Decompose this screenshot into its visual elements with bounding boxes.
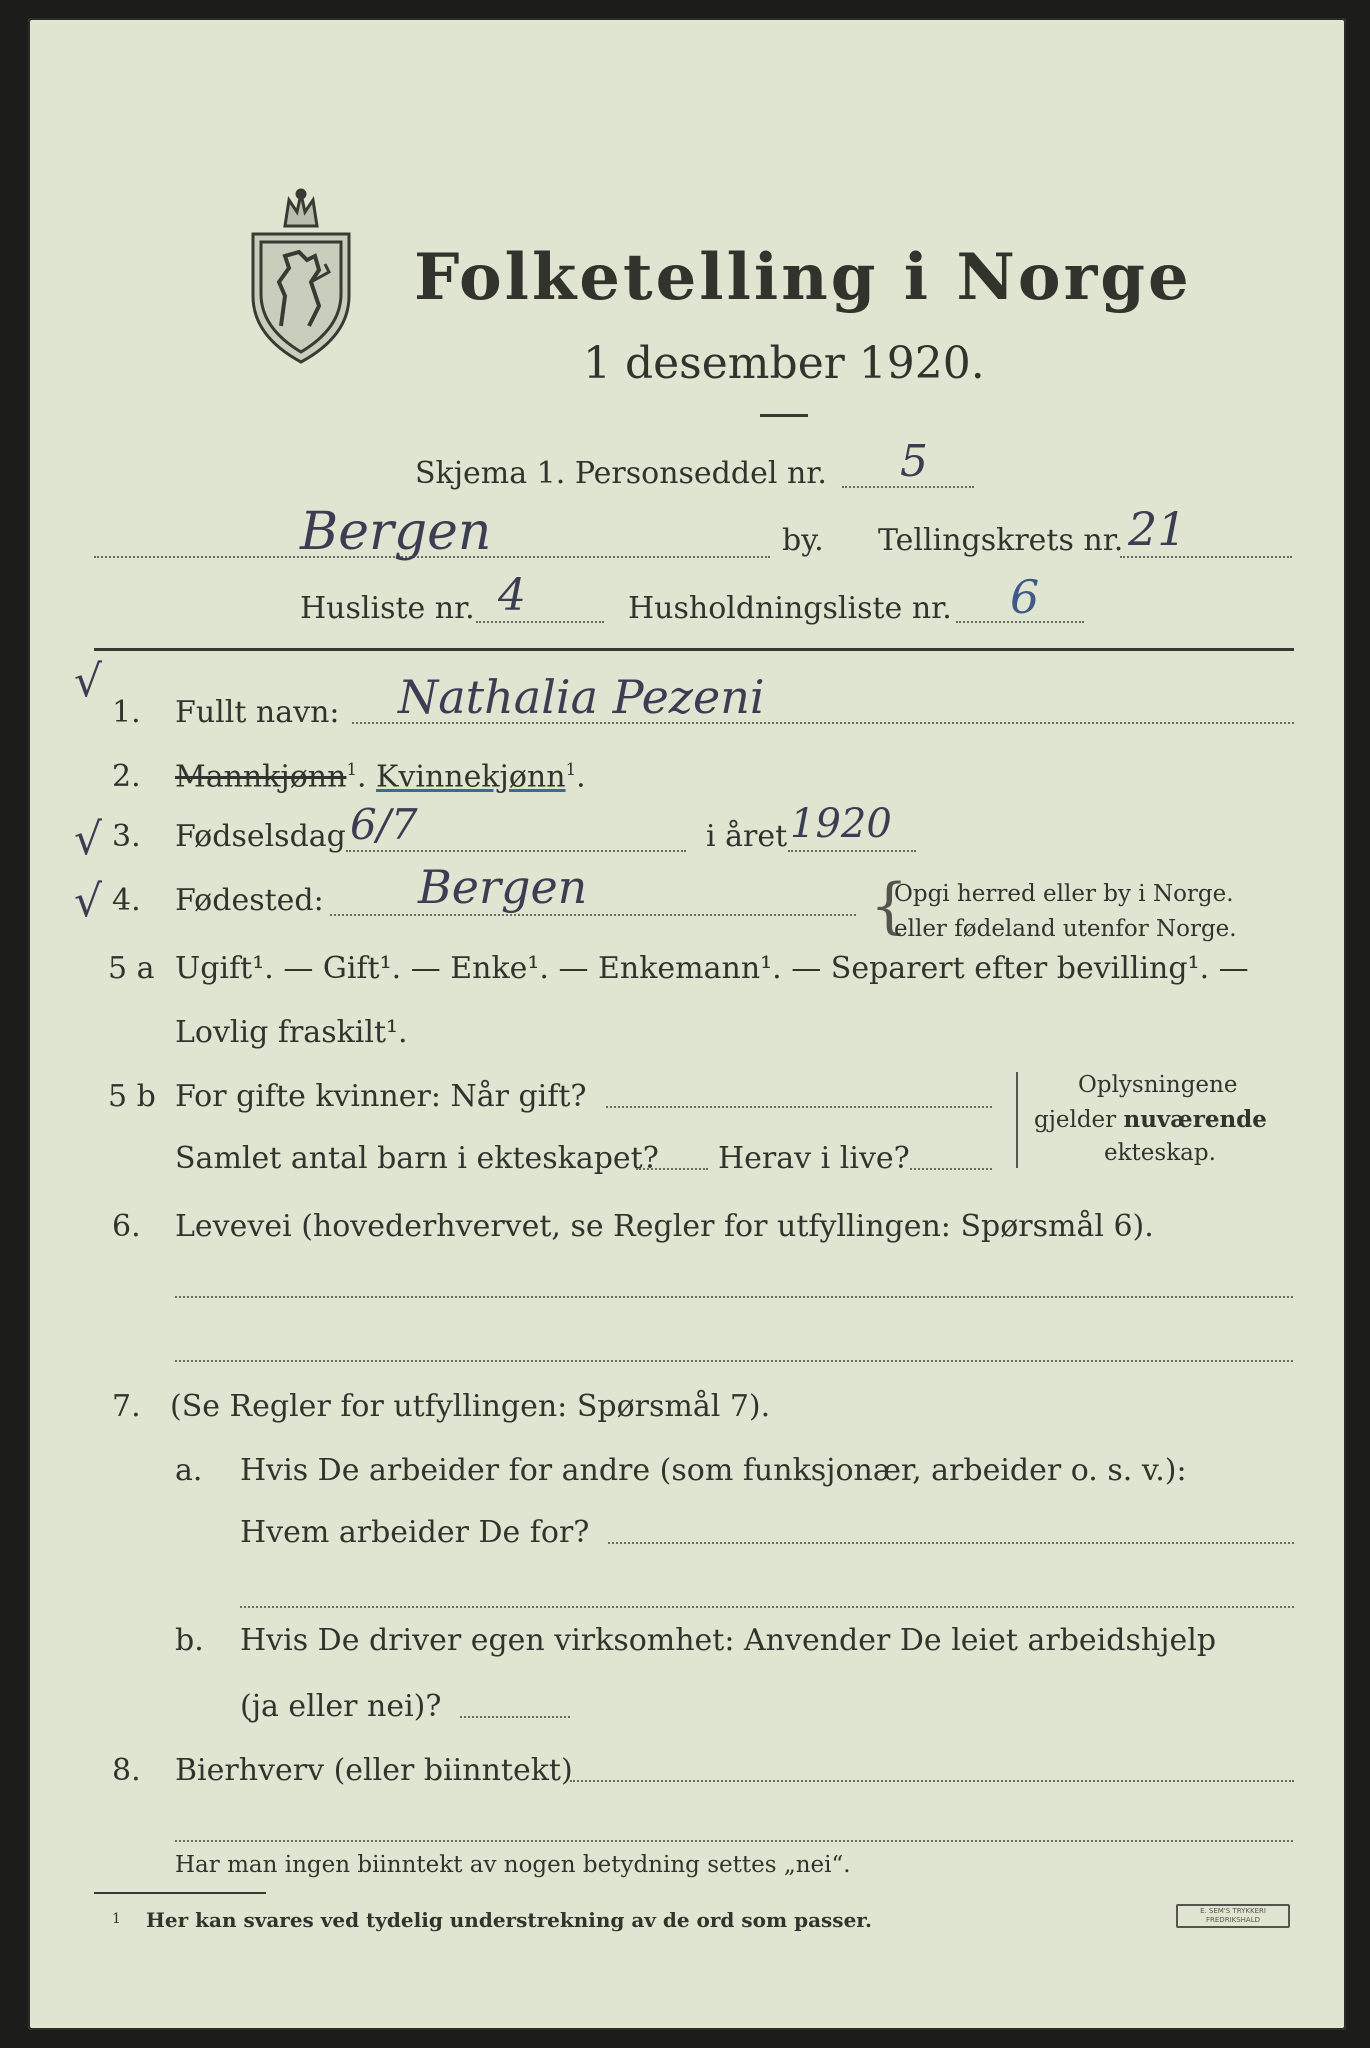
q8-note: Har man ingen biinntekt av nogen betydning settes „nei“. [175, 1852, 851, 1878]
q2-female-option: Kvinnekjønn [376, 759, 566, 795]
skjema-value: 5 [900, 436, 928, 487]
q2-male-option: Mannkjønn [175, 759, 347, 795]
q7b-answer-label: (ja eller nei)? [240, 1689, 442, 1724]
q3-dotted-line [346, 850, 686, 852]
q7a-label: Hvis De arbeider for andre (som funksjonær, arbeider o. s. v.): [240, 1453, 1187, 1488]
q3-value: 6/7 [350, 800, 418, 849]
q5b-label: For gifte kvinner: Når gift? [175, 1079, 587, 1114]
q7a-dotted-line-1 [608, 1542, 1294, 1544]
q3-number: 3. [112, 819, 141, 854]
q7-label: (Se Regler for utfyllingen: Spørsmål 7). [170, 1389, 771, 1424]
q5b-note-line2: gjelder nuværende [1034, 1106, 1267, 1133]
city-value: Bergen [300, 502, 492, 562]
footnote-marker: 1 [112, 1911, 121, 1927]
q5b-dotted-line [606, 1106, 992, 1108]
q7a-employer-label: Hvem arbeider De for? [240, 1515, 590, 1550]
q5b-alive-dotted-line [910, 1168, 992, 1170]
q7a-letter: a. [175, 1453, 203, 1488]
tellingskrets-value: 21 [1128, 502, 1187, 556]
q1-number: 1. [112, 695, 141, 730]
q3-year-value: 1920 [790, 801, 892, 847]
tellingskrets-dotted-line [1120, 556, 1292, 558]
q4-note-line2: eller fødeland utenfor Norge. [894, 916, 1237, 942]
q5b-children-label: Samlet antal barn i ekteskapet? [175, 1141, 659, 1176]
q4-value: Bergen [418, 860, 588, 914]
q6-number: 6. [112, 1209, 141, 1244]
q4-number: 4. [112, 883, 141, 918]
q7b-dotted-line [460, 1716, 570, 1718]
q8-dotted-line-1 [570, 1780, 1294, 1782]
husholdning-value: 6 [1010, 570, 1040, 624]
q1-value: Nathalia Pezeni [398, 670, 765, 724]
skjema-label: Skjema 1. Personseddel nr. [415, 456, 827, 491]
q8-label: Bierhverv (eller biinntekt) [175, 1753, 573, 1788]
by-label: by. [782, 523, 824, 558]
q1-label: Fullt navn: [175, 695, 340, 730]
q2-number: 2. [112, 759, 141, 794]
census-date: 1 desember 1920. [583, 338, 985, 389]
q3-year-dotted-line [788, 850, 916, 852]
q5b-children-dotted-line [636, 1168, 708, 1170]
q4-brace: { [870, 871, 909, 941]
q5b-number: 5 b [108, 1079, 156, 1114]
q6-dotted-line-1 [175, 1296, 1293, 1298]
check-mark: √ [74, 656, 103, 707]
q5b-bracket [1016, 1072, 1018, 1168]
q8-number: 8. [112, 1753, 141, 1788]
q6-dotted-line-2 [175, 1360, 1293, 1362]
printer-stamp-line2: FREDRIKSHALD [1205, 1916, 1260, 1924]
husholdning-label: Husholdningsliste nr. [628, 591, 952, 626]
q5b-note-line1: Oplysningene [1078, 1072, 1238, 1098]
printer-stamp-line1: E. SEM'S TRYKKERI [1200, 1907, 1266, 1915]
husliste-dotted-line [476, 621, 604, 623]
q5b-alive-label: Herav i live? [718, 1141, 910, 1176]
q4-note-line1: Opgi herred eller by i Norge. [894, 881, 1234, 907]
footnote-rule [94, 1892, 266, 1894]
q5a-number: 5 a [108, 951, 155, 986]
q3-year-label: i året [706, 819, 788, 854]
q6-label: Levevei (hovederhvervet, se Regler for utfyllingen: Spørsmål 6). [175, 1209, 1154, 1244]
q7b-label: Hvis De driver egen virksomhet: Anvender De leiet arbeidshjelp [240, 1623, 1217, 1658]
printer-stamp [1176, 1904, 1290, 1928]
q3-label: Fødselsdag [175, 819, 346, 854]
tellingskrets-label: Tellingskrets nr. [878, 523, 1124, 558]
q7-number: 7. [112, 1389, 141, 1424]
q5b-note-emphasis: nuværende [1123, 1106, 1267, 1133]
q8-dotted-line-2 [175, 1840, 1293, 1842]
husliste-value: 4 [498, 570, 526, 621]
q2-options: Mannkjønn$^1$. Kvinnekjønn$^1$. [175, 759, 586, 795]
form-title: Folketelling i Norge [414, 240, 1192, 315]
q7a-dotted-line-2 [240, 1606, 1294, 1608]
footnote-text: Her kan svares ved tydelig understrekning av de ord som passer. [146, 1908, 872, 1932]
husliste-label: Husliste nr. [300, 591, 475, 626]
q7b-letter: b. [175, 1623, 204, 1658]
q5a-options: Ugift¹. — Gift¹. — Enke¹. — Enkemann¹. — Separert efter bevilling¹. — [175, 951, 1249, 986]
norwegian-coat-of-arms-icon [245, 186, 357, 366]
q4-label: Fødested: [175, 883, 324, 918]
header-divider [94, 648, 1294, 651]
q4-dotted-line [330, 914, 856, 916]
q5a-options-line2: Lovlig fraskilt¹. [175, 1015, 408, 1050]
q5b-note-line3: ekteskap. [1104, 1140, 1216, 1166]
check-mark: √ [74, 876, 103, 927]
title-divider [760, 414, 808, 417]
check-mark: √ [74, 814, 103, 865]
